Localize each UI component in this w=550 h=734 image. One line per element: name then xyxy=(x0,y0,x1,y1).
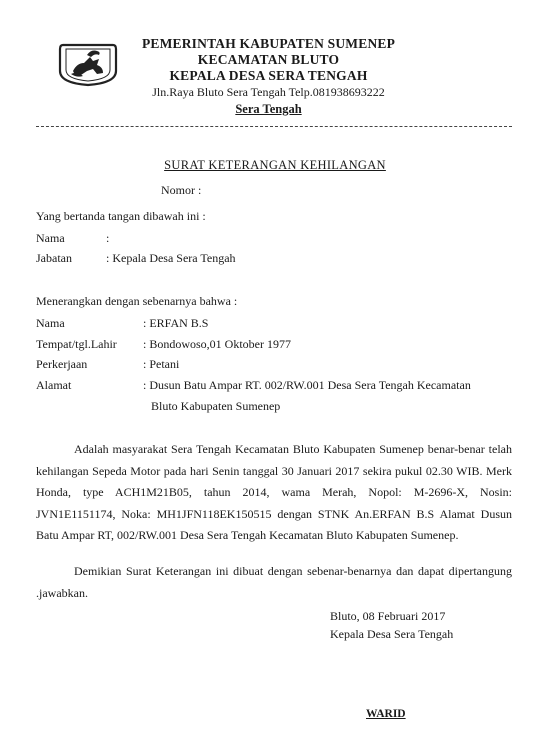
sign-position: Kepala Desa Sera Tengah xyxy=(330,627,454,641)
signer-position-label: Jabatan xyxy=(36,251,72,265)
signer-name-label: Nama xyxy=(36,231,65,245)
person-address-continuation: Bluto Kabupaten Sumenep xyxy=(151,399,281,413)
intro-text: Yang bertanda tangan dibawah ini : xyxy=(36,209,206,223)
signer-position-value: : Kepala Desa Sera Tengah xyxy=(106,251,236,265)
person-job-value: : Petani xyxy=(143,357,180,371)
person-address-value: : Dusun Batu Ampar RT. 002/RW.001 Desa Sera Tengah Kecamatan xyxy=(143,378,471,392)
body-paragraph-2 xyxy=(36,561,512,604)
person-name-value: : ERFAN B.S xyxy=(143,316,209,330)
person-birth-label: Tempat/tgl.Lahir xyxy=(36,337,117,351)
header-divider xyxy=(36,126,512,127)
header-village-name: Sera Tengah xyxy=(235,102,302,116)
header-address: Jln.Raya Bluto Sera Tengah Telp.081938693222 xyxy=(152,85,385,99)
body-paragraph-1 xyxy=(36,439,512,547)
person-address-label: Alamat xyxy=(36,378,72,392)
document-number: Nomor : xyxy=(161,183,202,197)
sign-place-date: Bluto, 08 Februari 2017 xyxy=(330,609,446,623)
signer-name-value: : xyxy=(106,231,110,245)
header-government: PEMERINTAH KABUPATEN SUMENEP xyxy=(141,36,396,51)
person-name-label: Nama xyxy=(36,316,65,330)
header-village-office: KEPALA DESA SERA TENGAH xyxy=(169,68,368,83)
person-birth-value: : Bondowoso,01 Oktober 1977 xyxy=(143,337,291,351)
declare-text: Menerangkan dengan sebenarnya bahwa : xyxy=(36,294,238,308)
document-title: SURAT KETERANGAN KEHILANGAN xyxy=(164,158,386,172)
person-job-label: Perkerjaan xyxy=(36,357,88,371)
header-district: KECAMATAN BLUTO xyxy=(197,52,340,67)
sign-name: WARID xyxy=(366,708,406,720)
body-paragraph-2-text: Demikian Surat Keterangan ini dibuat dengan sebenar-benarnya dan dapat dipertangung .jawabkan. xyxy=(36,564,512,600)
body-paragraph-1-text: Adalah masyarakat Sera Tengah Kecamatan Bluto Kabupaten Sumenep benar-benar telah kehilangan Sepeda Motor pada hari Senin tanggal 30 Januari 2017 sekira pukul 02.30 WIB. Merk Honda, type ACH1M21B05, tahun 2014, wama Merah, Nopol: M-2696-X, Nosin: JVN1E1151174, Noka: MH1JFN118EK150515 dengan STNK An.ERFAN B.S Alamat Dusun Batu Ampar RT, 002/RW.001 Desa Sera Tengah Kecamatan Bluto Kabupaten Sumenep. xyxy=(36,442,512,542)
regency-emblem-logo xyxy=(57,41,119,87)
